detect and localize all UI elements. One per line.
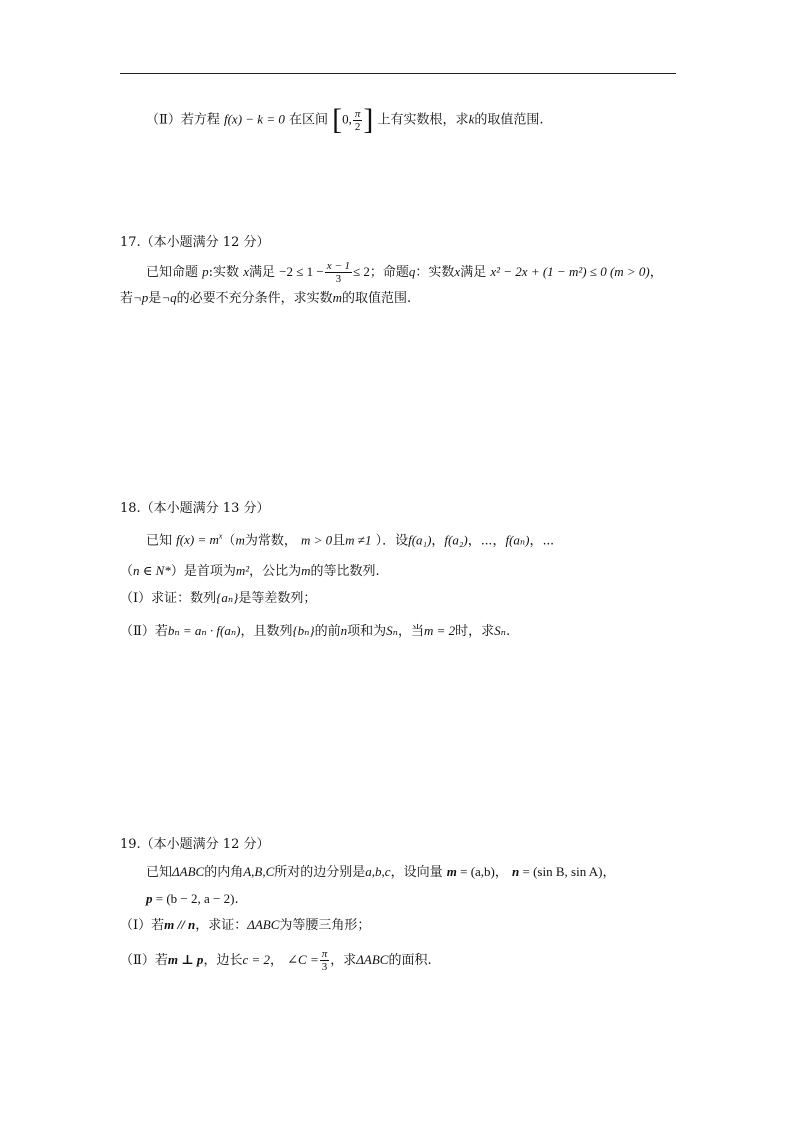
q19-part1: （Ⅰ）若m // n，求证：ΔABC为等腰三角形； bbox=[120, 917, 371, 933]
frac-x-minus-1-over-3: $\frac{x - 1}{3}$ bbox=[326, 260, 350, 285]
q18-part1: （Ⅰ）求证：数列{aₙ}是等差数列； bbox=[120, 590, 317, 606]
q18-header: 18.（本小题满分 13 分） bbox=[120, 501, 270, 516]
q17-header: 17.（本小题满分 12 分） bbox=[120, 235, 270, 250]
right-bracket: ] bbox=[363, 103, 374, 136]
left-bracket: [ bbox=[332, 103, 343, 136]
q18-part2: （Ⅱ）若bₙ = aₙ · f(aₙ)，且数列{bₙ}的前n项和为Sₙ，当m = 2时，求Sₙ. bbox=[120, 623, 511, 639]
q19-part2: （Ⅱ）若m ⊥ p，边长c = 2， ∠C = $\frac{\pi}{3}$ ，求ΔABC的面积. bbox=[120, 948, 432, 973]
q17-line1: 已知命题 p:实数 x满足 −2 ≤ 1 − $\frac{x - 1}{3}$ ≤ 2；命题q：实数x满足 x² − 2x + (1 − m²) ≤ 0 (m > 0)， bbox=[146, 260, 663, 285]
q16-part2: （Ⅱ）若方程 f(x) − k = 0 在区间 [0, $\frac{\pi}{2}$ ] 上有实数根，求k的取值范围. bbox=[146, 103, 544, 136]
q18-line1: 已知 $f(x) = m^x(m$为常数， m > 0且m ≠1 ）．设f(a₁)，f(a₂)，⋯，f(aₙ)，⋯ bbox=[146, 532, 555, 549]
q19-line2: p = (b − 2, a − 2). bbox=[146, 891, 239, 907]
q19-line1: 已知ΔABC的内角A,B,C所对的边分别是a,b,c，设向量 m = (a,b)， n = (sin B, sin A)， bbox=[146, 864, 616, 880]
pi-over-2: $\frac{\pi}{2}$ bbox=[354, 107, 361, 133]
pi-over-3: $\frac{\pi}{3}$ bbox=[321, 948, 328, 973]
q18-line2: （n ∈ N*）是首项为m²，公比为m的等比数列. bbox=[120, 563, 380, 579]
q17-line2: 若¬p是¬q的必要不充分条件，求实数m的取值范围. bbox=[120, 290, 412, 306]
q19-header: 19.（本小题满分 12 分） bbox=[120, 837, 270, 852]
header-rule bbox=[120, 73, 676, 74]
